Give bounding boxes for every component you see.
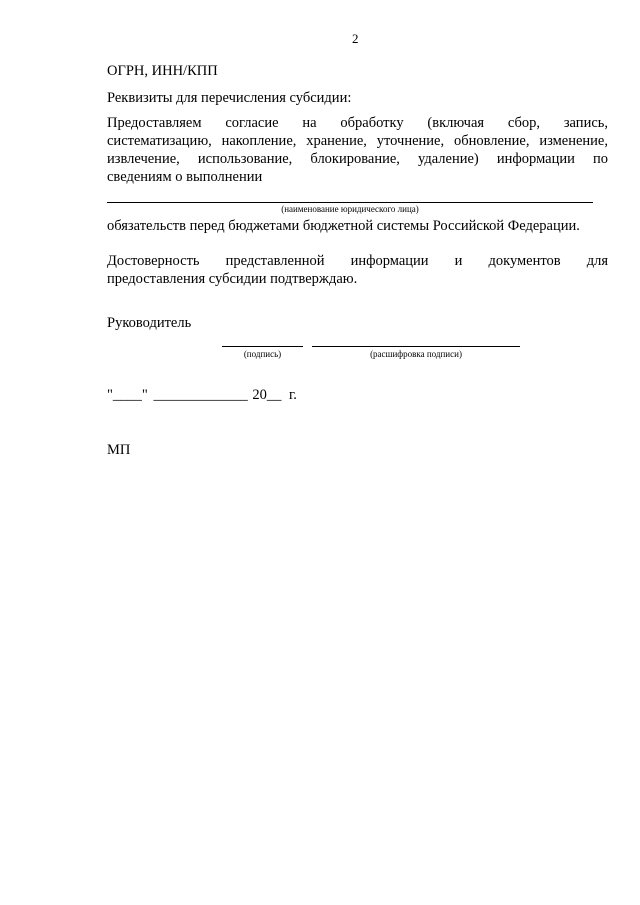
- accuracy-line-1: Достоверность представленной информации и документов для: [107, 253, 608, 269]
- date-line: [107, 386, 297, 404]
- requisites-line: Реквизиты для перечисления субсидии:: [107, 90, 352, 106]
- signature-line: [222, 346, 303, 347]
- signature-caption: (подпись): [243, 349, 282, 359]
- date-close-quote: ": [141, 387, 148, 403]
- date-month-blank: _____________: [153, 387, 248, 403]
- consent-line-1: Предоставляем согласие на обработку (включая сбор, запись,: [107, 115, 608, 131]
- ogrn-inn-kpp-line: ОГРН, ИНН/КПП: [107, 63, 218, 79]
- head-label: Руководитель: [107, 315, 192, 331]
- page-number: 2: [352, 31, 359, 46]
- date-open-quote: ": [107, 387, 113, 403]
- legal-entity-name-line: [107, 202, 593, 203]
- legal-entity-caption: (наименование юридического лица): [281, 204, 419, 214]
- date-year: 20__: [252, 387, 282, 403]
- consent-line-3: извлечение, использование, блокирование, удаление) информации по: [107, 151, 608, 167]
- date-year-suffix: г.: [288, 387, 297, 403]
- signature-decoding-line: [312, 346, 520, 347]
- stamp-place-label: МП: [107, 442, 131, 458]
- accuracy-line-2: предоставления субсидии подтверждаю.: [107, 271, 358, 287]
- consent-line-4: сведениям о выполнении: [107, 169, 263, 185]
- consent-line-5: обязательств перед бюджетами бюджетной системы Российской Федерации.: [107, 218, 580, 234]
- date-day-blank: ____: [112, 387, 142, 403]
- consent-line-2: систематизацию, накопление, хранение, уточнение, обновление, изменение,: [107, 133, 608, 149]
- signature-decoding-caption: (расшифровка подписи): [370, 349, 462, 359]
